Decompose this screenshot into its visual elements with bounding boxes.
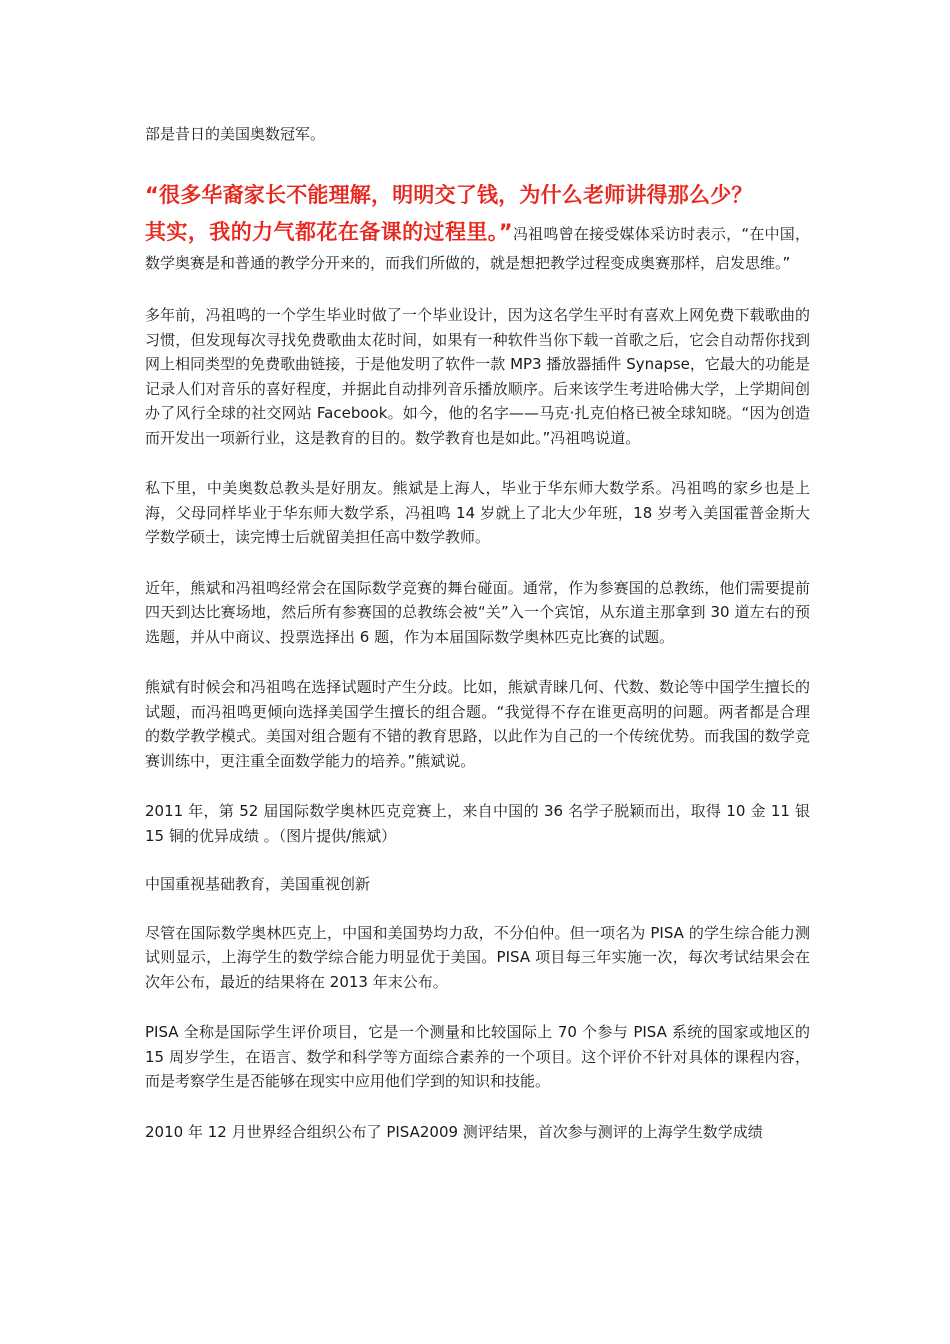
paragraph-7: 尽管在国际数学奥林匹克上，中国和美国势均力敌，不分伯仲。但一项名为 PISA 的学生综合能力测试则显示，上海学生的数学综合能力明显优于美国。PISA 项目每三年实施一次，每次考试结果会在次年公布，最近的结果将在 2013 年末公布。	[145, 923, 810, 991]
paragraph-2: 私下里，中美奥数总教头是好朋友。熊斌是上海人，毕业于华东师大数学系。冯祖鸣的家乡也是上海，父母同样毕业于华东师大数学系，冯祖鸣 14 岁就上了北大少年班，18 岁考入美国霍普金斯大学数学硕士，读完博士后就留美担任高中数学教师。	[145, 479, 810, 546]
intro-line: 部是昔日的美国奥数冠军。	[145, 125, 326, 143]
paragraph-1: 多年前，冯祖鸣的一个学生毕业时做了一个毕业设计，因为这名学生平时有喜欢上网免费下载歌曲的习惯，但发现每次寻找免费歌曲太花时间，如果有一种软件当你下载一首歌之后，它会自动帮你找到网上相同类型的免费歌曲链接，于是他发明了软件一款 MP3 播放器插件 Synapse，它最大的功能是记录人们对音乐的喜好程度，并据此自动排列音乐播放顺序。后来该学生考进哈佛大学，上学期间创办了风行全球的社交网站 Facebook。如今，他的名字——马克·扎克伯格已被全球知晓。“因为创造而开发出一项新行业，这是教育的目的。数学教育也是如此。”冯祖鸣说道。	[145, 306, 810, 447]
section-heading: 中国重视基础教育，美国重视创新	[145, 875, 371, 893]
red-quote-line-1: “很多华裔家长不能理解，明明交了钱，为什么老师讲得那么少？	[145, 182, 753, 207]
document-body	[145, 122, 810, 1170]
red-quote-line-2: 其实，我的力气都花在备课的过程里。”	[145, 219, 513, 244]
paragraph-3: 近年，熊斌和冯祖鸣经常会在国际数学竞赛的舞台碰面。通常，作为参赛国的总教练，他们需要提前四天到达比赛场地，然后所有参赛国的总教练会被“关”入一个宾馆，从东道主那拿到 30 道左右的预选题，并从中商议、投票选择出 6 题，作为本届国际数学奥林匹克比赛的试题。	[145, 578, 810, 646]
quote-block	[145, 177, 810, 276]
quote-follow-text: 冯祖鸣曾在接受媒体采访时表示，“在中国，数学奥赛是和普通的教学分开来的，而我们所做的，就是想把教学过程变成奥赛那样，启发思维。”	[145, 224, 811, 272]
paragraph-5: 2011 年，第 52 届国际数学奥林匹克竞赛上，来自中国的 36 名学子脱颖而出，取得 10 金 11 银 15 铜的优异成绩 。（图片提供/熊斌）	[145, 802, 810, 845]
paragraph-9: 2010 年 12 月世界经合组织公布了 PISA2009 测评结果，首次参与测评的上海学生数学成绩	[145, 1122, 763, 1141]
paragraph-8: PISA 全称是国际学生评价项目，它是一个测量和比较国际上 70 个参与 PISA 系统的国家或地区的 15 周岁学生，在语言、数学和科学等方面综合素养的一个项目。这个评价不针对具体的课程内容，而是考察学生是否能够在现实中应用他们学到的知识和技能。	[145, 1023, 810, 1090]
paragraph-4: 熊斌有时候会和冯祖鸣在选择试题时产生分歧。比如，熊斌青睐几何、代数、数论等中国学生擅长的试题，而冯祖鸣更倾向选择美国学生擅长的组合题。“我觉得不存在谁更高明的问题。两者都是合理的数学教学模式。美国对组合题有不错的教育思路，以此作为自己的一个传统优势。而我国的数学竞赛训练中，更注重全面数学能力的培养。”熊斌说。	[145, 678, 810, 770]
